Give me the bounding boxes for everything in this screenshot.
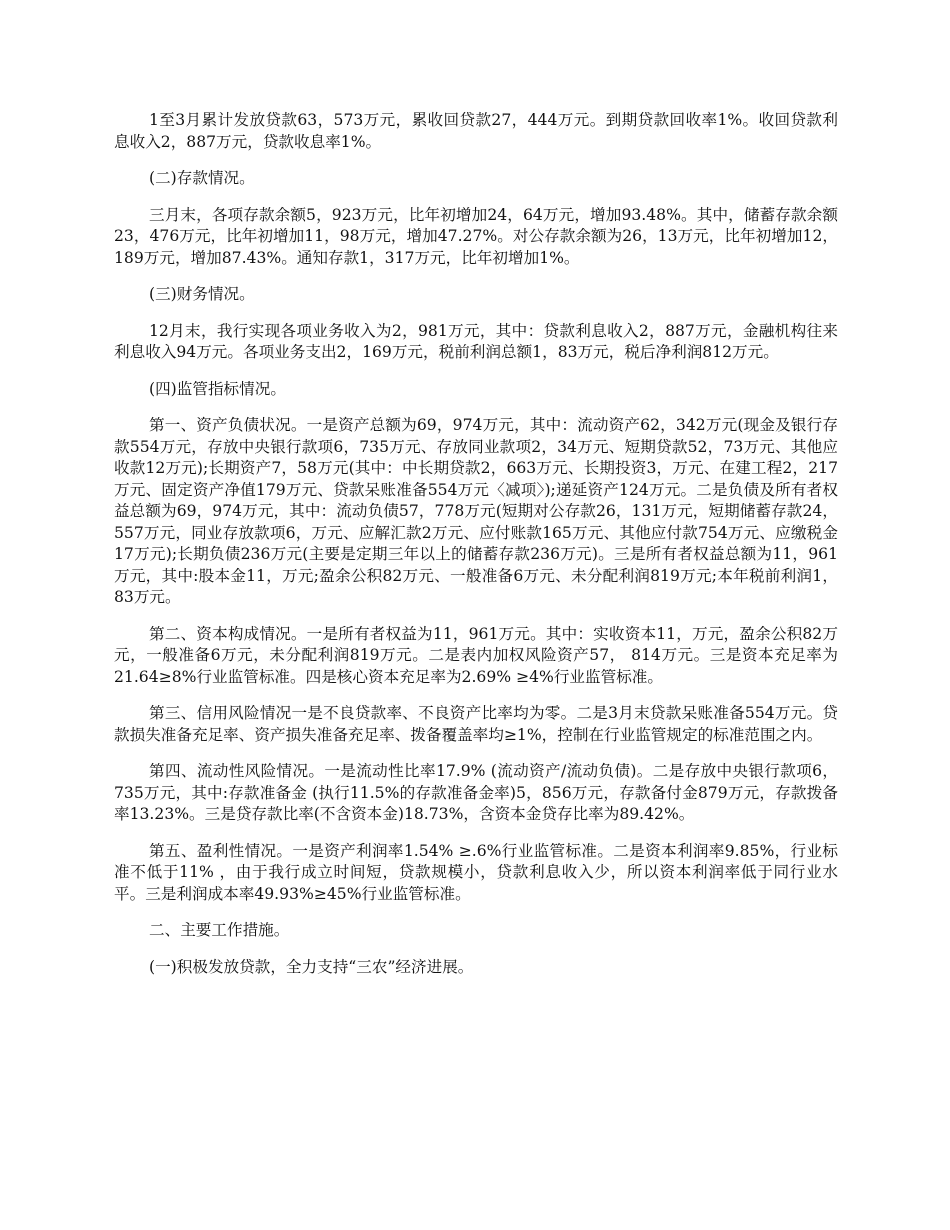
profitability-paragraph: 第五、盈利性情况。一是资产利润率1.54% ≥.6%行业监管标准。二是资本利润率9.85%，行业标准不低于11% ，由于我行成立时间短，贷款规模小，贷款利息收入少，所以资本利润率低于同行业水平。三是利润成本率49.93%≥45%行业监管标准。 [114,841,838,903]
deposit-paragraph: 三月末，各项存款余额5，923万元，比年初增加24，64万元，增加93.48%。其中，储蓄存款余额23，476万元，比年初增加11，98万元，增加47.27%。对公存款余额为26，13万元，比年初增加12，189万元，增加87.43%。通知存款1，317万元，比年初增加1%。 [114,205,838,267]
credit-risk-paragraph: 第三、信用风险情况一是不良贷款率、不良资产比率均为零。二是3月末贷款呆账准备554万元。贷款损失准备充足率、资产损失准备充足率、拨备覆盖率均≥1%，控制在行业监管规定的标准范围之内。 [114,704,838,744]
measures-subheading: (一)积极发放贷款，全力支持“三农”经济进展。 [149,957,474,976]
finance-paragraph: 12月末，我行实现各项业务收入为2，981万元，其中：贷款利息收入2，887万元，金融机构往来利息收入94万元。各项业务支出2，169万元，税前利润总额1，83万元，税后净利润812万元。 [114,321,838,361]
capital-structure-paragraph: 第二、资本构成情况。一是所有者权益为11，961万元。其中：实收资本11，万元，盈余公积82万元，一般准备6万元，未分配利润819万元。二是表内加权风险资产57， 814万元。三是资本充足率为21.64≥8%行业监管标准。四是核心资本充足率为2.69% ≥4%行业监管标准。 [114,624,838,686]
deposit-section-heading: (二)存款情况。 [149,169,255,187]
finance-section-heading: (三)财务情况。 [149,285,255,303]
balance-sheet-paragraph: 第一、资产负债状况。一是资产总额为69，974万元，其中：流动资产62，342万元(现金及银行存款554万元，存放中央银行款项6，735万元、存放同业款项2，34万元、短期贷款52，73万元、其他应收款12万元);长期资产7，58万元(其中：中长期贷款2，663万元、长期投资3，万元、在建工程2，217万元、固定资产净值179万元、贷款呆账准备554万元〈减项〉);递延资产124万元。二是负债及所有者权益总额为69，974万元，其中：流动负债57，778万元(短期对公存款26，131万元，短期储蓄存款24，557万元，同业存放款项6，万元、应解汇款2万元、应付账款165万元、其他应付款754万元、应缴税金17万元);长期负债236万元(主要是定期三年以上的储蓄存款236万元)。三是所有者权益总额为11，961万元，其中:股本金11，万元;盈余公积82万元、一般准备6万元、未分配利润819万元;本年税前利润1，83万元。 [114,416,838,606]
measures-section-heading: 二、主要工作措施。 [149,921,290,939]
loan-summary-paragraph: 1至3月累计发放贷款63，573万元，累收回贷款27，444万元。到期贷款回收率1%。收回贷款利息收入2，887万元，贷款收息率1%。 [114,111,838,151]
regulatory-section-heading: (四)监管指标情况。 [149,379,286,398]
liquidity-risk-paragraph: 第四、流动性风险情况。一是流动性比率17.9% (流动资产/流动负债)。二是存放中央银行款项6，735万元，其中:存款准备金 (执行11.5%的存款准备金率)5，856万元，存款备付金879万元，存款拨备率13.23%。三是贷存款比率(不含资本金)18.73%，含资本金贷存比率为89.42%。 [114,762,838,823]
